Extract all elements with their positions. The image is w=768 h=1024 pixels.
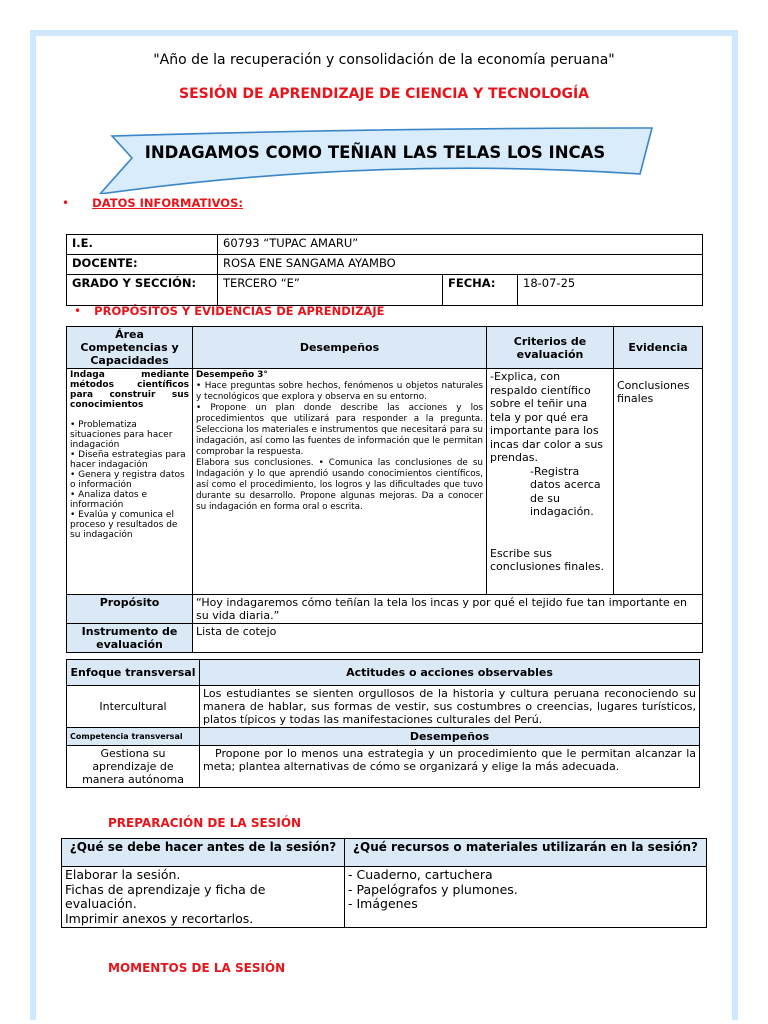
capacidad-item: • Genera y registra datos o información: [70, 470, 185, 490]
antes-item: Fichas de aprendizaje y ficha de evaluación.: [65, 881, 266, 911]
capacidad-item: • Evalúa y comunica el proceso y resultados de su indagación: [70, 510, 178, 540]
criterio-item: -Registra datos acerca de su indagación.: [530, 464, 601, 518]
col-antes: ¿Qué se debe hacer antes de la sesión?: [62, 839, 345, 867]
capacidad-item: • Analiza datos e información: [70, 490, 147, 510]
grado-value: TERCERO “E”: [218, 275, 443, 306]
desempeno-transversal-value: Propone por lo menos una estrategia y un procedimiento que le permitan alcanzar la meta; plantea alternativas de cómo se organizará y elige la más adecuada.: [200, 746, 700, 788]
capacidad-item: • Problematiza situaciones para hacer indagación: [70, 420, 173, 450]
ie-label: I.E.: [67, 235, 218, 255]
antes-cell: [62, 867, 345, 928]
session-title: SESIÓN DE APRENDIZAJE DE CIENCIA Y TECNOLOGÍA: [179, 86, 589, 102]
enfoque-value: Intercultural: [67, 686, 200, 728]
propositos-heading: PROPÓSITOS Y EVIDENCIAS DE APRENDIZAJE: [94, 304, 385, 318]
propositos-table: [66, 326, 703, 653]
capacidad-item: • Diseña estrategias para hacer indagación: [70, 450, 186, 470]
col-criterios: Criterios de evaluación: [487, 327, 614, 369]
col-actitudes: Actitudes o acciones observables: [200, 660, 700, 686]
datos-table: [66, 234, 703, 306]
instrumento-label: Instrumento de evaluación: [67, 624, 193, 653]
bullet-icon: •: [74, 304, 82, 318]
desempenos-cell: [193, 369, 487, 595]
capacidades-list: [70, 420, 189, 540]
ie-value: 60793 “TUPAC AMARU”: [218, 235, 703, 255]
evidencia-value: Conclusiones finales: [614, 369, 703, 595]
proposito-value: “Hoy indagaremos cómo teñían la tela los incas y por qué el tejido fue tan importante en su vida diaria.”: [193, 595, 703, 624]
recurso-item: - Papelógrafos y plumones.: [348, 881, 518, 897]
recurso-item: - Imágenes: [348, 896, 418, 911]
col-area: Área Competencias y Capacidades: [67, 327, 193, 369]
criterio-item: -Explica, con respaldo científico sobre el teñir una tela y por qué era importante para los incas dar color a sus prendas.: [490, 370, 604, 464]
desempeno-item: • Hace preguntas sobre hechos, fenómenos u objetos naturales y tecnológicos que explora y observa en su entorno.: [196, 381, 483, 402]
preparacion-table: [61, 838, 707, 928]
col-recursos: ¿Qué recursos o materiales utilizarán en la sesión?: [345, 839, 707, 867]
actitudes-value: Los estudiantes se sienten orgullosos de la historia y cultura peruana reconociendo su manera de hablar, sus formas de vestir, sus costumbres o creencias, lugares turísticos, platos típicos y todas las manifestaciones culturales del Perú.: [200, 686, 700, 728]
instrumento-value: Lista de cotejo: [193, 624, 703, 653]
col-competencia: Competencia transversal: [67, 728, 200, 746]
momentos-heading: MOMENTOS DE LA SESIÓN: [108, 961, 286, 975]
area-cell: [67, 369, 193, 595]
fecha-label: FECHA:: [443, 275, 518, 306]
antes-item: Imprimir anexos y recortarlos.: [65, 910, 254, 926]
datos-heading-row: [62, 192, 243, 211]
col-desempenos-transversal: Desempeños: [200, 728, 700, 746]
antes-item: Elaborar la sesión.: [65, 867, 181, 882]
col-evidencia: Evidencia: [614, 327, 703, 369]
desempeno-item: Elabora sus conclusiones. • Comunica las conclusiones de su Indagación y lo que aprendió usando conocimientos científicos, así como el procedimiento, los logros y las dificultades que tuvo durante su desarrollo. Propone algunas mejoras. Da a conocer su indagación en forma oral o escrita.: [196, 458, 483, 512]
preparacion-heading: PREPARACIÓN DE LA SESIÓN: [108, 816, 302, 830]
enfoque-table: [66, 659, 700, 788]
grado-label: GRADO Y SECCIÓN:: [67, 275, 218, 306]
proposito-label: Propósito: [67, 595, 193, 624]
desempeno-title: Desempeño 3°: [196, 370, 268, 380]
recursos-cell: [345, 867, 707, 928]
propositos-heading-row: [74, 300, 384, 319]
docente-label: DOCENTE:: [67, 255, 218, 275]
recurso-item: - Cuaderno, cartuchera: [348, 867, 493, 882]
competencia-value: Gestiona su aprendizaje de manera autónoma: [67, 746, 200, 788]
col-enfoque: Enfoque transversal: [67, 660, 200, 686]
col-desempenos: Desempeños: [193, 327, 487, 369]
banner-title: INDAGAMOS COMO TEÑIAN LAS TELAS LOS INCAS: [144, 143, 606, 161]
desempeno-item: • Propone un plan donde describe las acciones y los procedimientos que utilizará para responder a la pregunta. Selecciona los materiales e instrumentos que necesitará para su indagación, así como las fuentes de información que le permitan comprobar la respuesta.: [196, 403, 483, 457]
docente-value: ROSA ENE SANGAMA AYAMBO: [218, 255, 703, 275]
datos-heading: DATOS INFORMATIVOS:: [92, 196, 243, 210]
year-quote: "Año de la recuperación y consolidación de la economía peruana": [153, 52, 615, 68]
fecha-value: 18-07-25: [518, 275, 703, 306]
competencia-text: Indaga mediante métodos científicos para construir sus conocimientos: [70, 370, 189, 410]
bullet-icon: •: [62, 196, 70, 210]
criterio-item: Escribe sus conclusiones finales.: [490, 546, 605, 573]
criterios-cell: [487, 369, 614, 595]
